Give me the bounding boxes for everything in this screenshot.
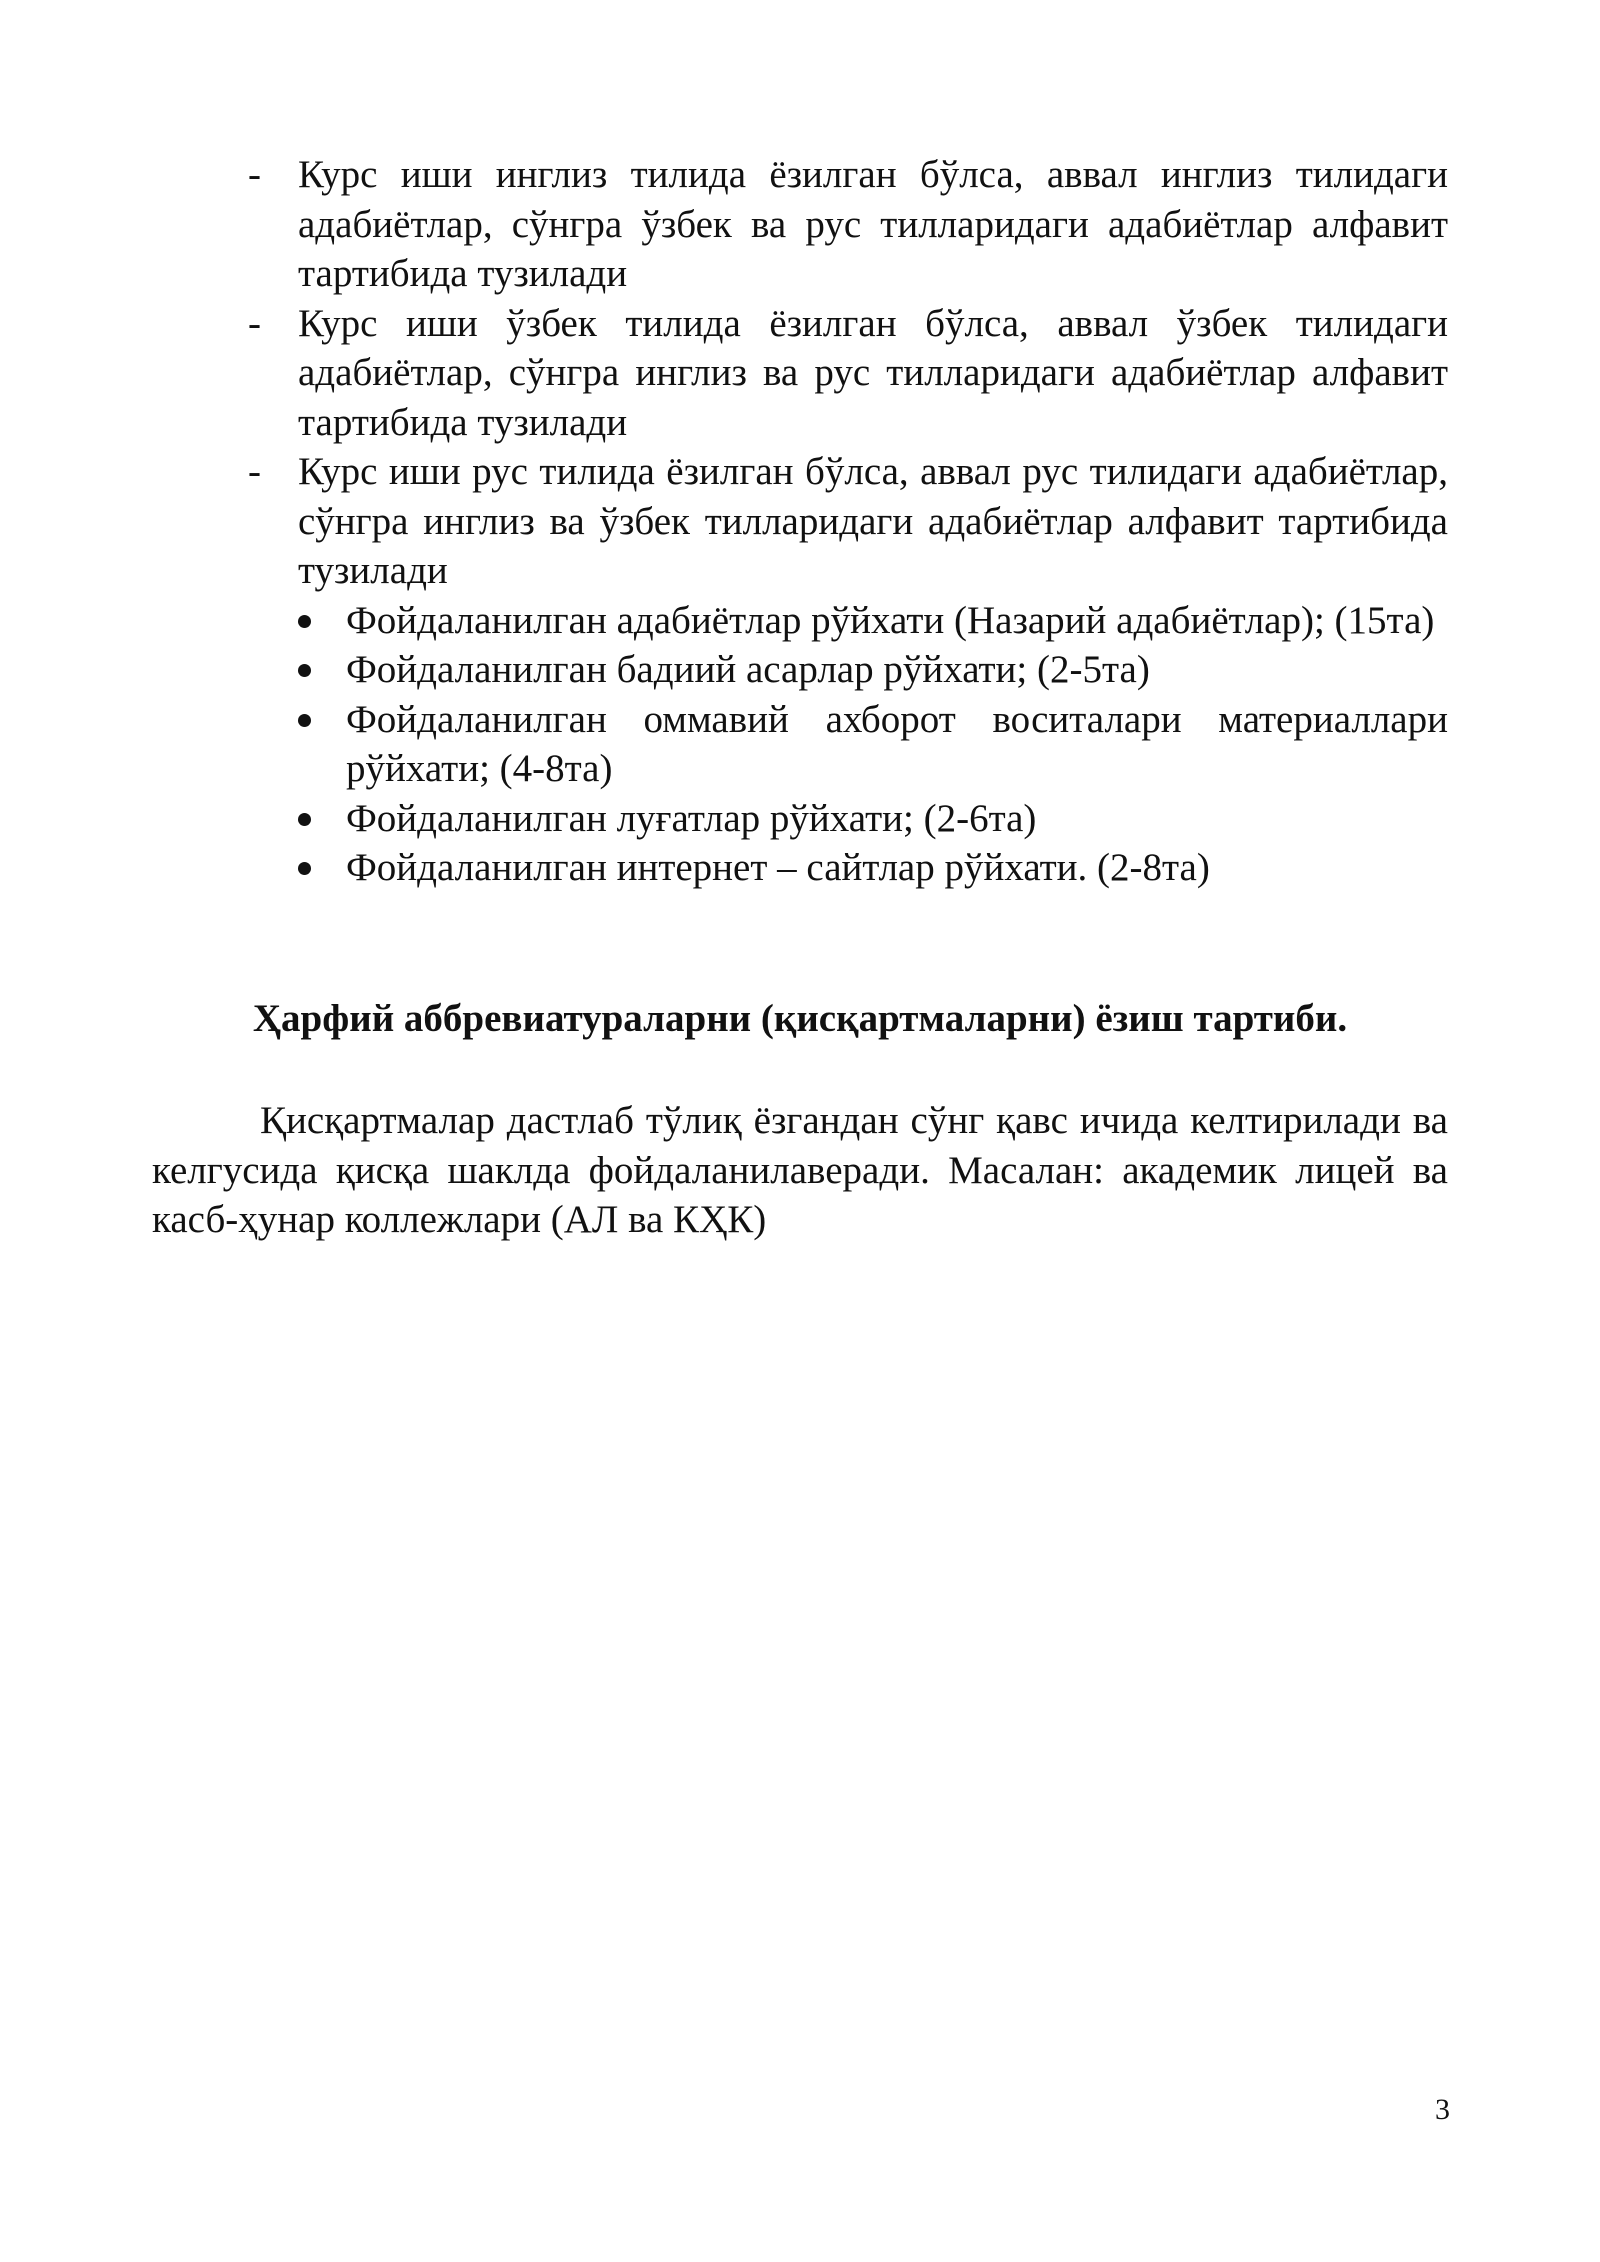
bullet-dot-icon <box>298 615 311 628</box>
bullet-item-text: Фойдаланилган оммавий ахборот воситалари материаллари рўйхати; (4-8та) <box>346 697 1448 790</box>
dash-marker: - <box>248 450 261 493</box>
page-number: 3 <box>1435 2093 1450 2126</box>
dash-list-item <box>248 150 1448 299</box>
bullet-item-text: Фойдаланилган бадиий асарлар рўйхати; (2-5та) <box>346 648 1150 691</box>
bullet-list-item <box>298 695 1448 794</box>
bullet-item-text: Фойдаланилган интернет – сайтлар рўйхати. (2-8та) <box>346 846 1210 889</box>
dash-item-text: Курс иши инглиз тилида ёзилган бўлса, аввал инглиз тилидаги адабиётлар, сўнгра ўзбек ва рус тилларидаги адабиётлар алфавит тартибида тузилади <box>298 153 1448 295</box>
dash-item-text: Курс иши рус тилида ёзилган бўлса, аввал рус тилидаги адабиётлар, сўнгра инглиз ва ўзбек тилларидаги адабиётлар алфавит тартибида тузилади <box>298 450 1448 592</box>
bullet-dot-icon <box>298 714 311 727</box>
dash-marker: - <box>248 301 261 345</box>
bullet-dot-icon <box>298 664 311 677</box>
dash-marker: - <box>248 153 261 196</box>
bullet-list-item <box>298 794 1448 844</box>
bullet-item-text: Фойдаланилган луғатлар рўйхати; (2-6та) <box>346 796 1037 840</box>
bullet-dot-icon <box>298 862 311 875</box>
bullet-list-item <box>298 843 1448 893</box>
dash-item-text: Курс иши ўзбек тилида ёзилган бўлса, аввал ўзбек тилидаги адабиётлар, сўнгра инглиз ва рус тилларидаги адабиётлар алфавит тартибида тузилади <box>298 301 1448 444</box>
bullet-item-text: Фойдаланилган адабиётлар рўйхати (Назарий адабиётлар); (15та) <box>346 598 1435 642</box>
bullet-list-item <box>298 645 1448 695</box>
bullet-dot-icon <box>298 813 311 826</box>
section-heading: Ҳарфий аббревиатураларни (қисқартмаларни) ёзиш тартиби. <box>252 997 1348 1040</box>
body-paragraph: Қисқартмалар дастлаб тўлиқ ёзгандан сўнг қавс ичида келтирилади ва келгусида қисқа шаклда фойдаланилаверади. Масалан: академик лицей ва касб-ҳунар коллежлари (АЛ ва КҲК) <box>152 1099 1448 1241</box>
bullet-list <box>298 596 1448 893</box>
bullet-list-item <box>298 596 1448 646</box>
dash-list-item <box>248 447 1448 893</box>
dash-list-item <box>248 299 1448 448</box>
dash-list <box>248 150 1448 893</box>
